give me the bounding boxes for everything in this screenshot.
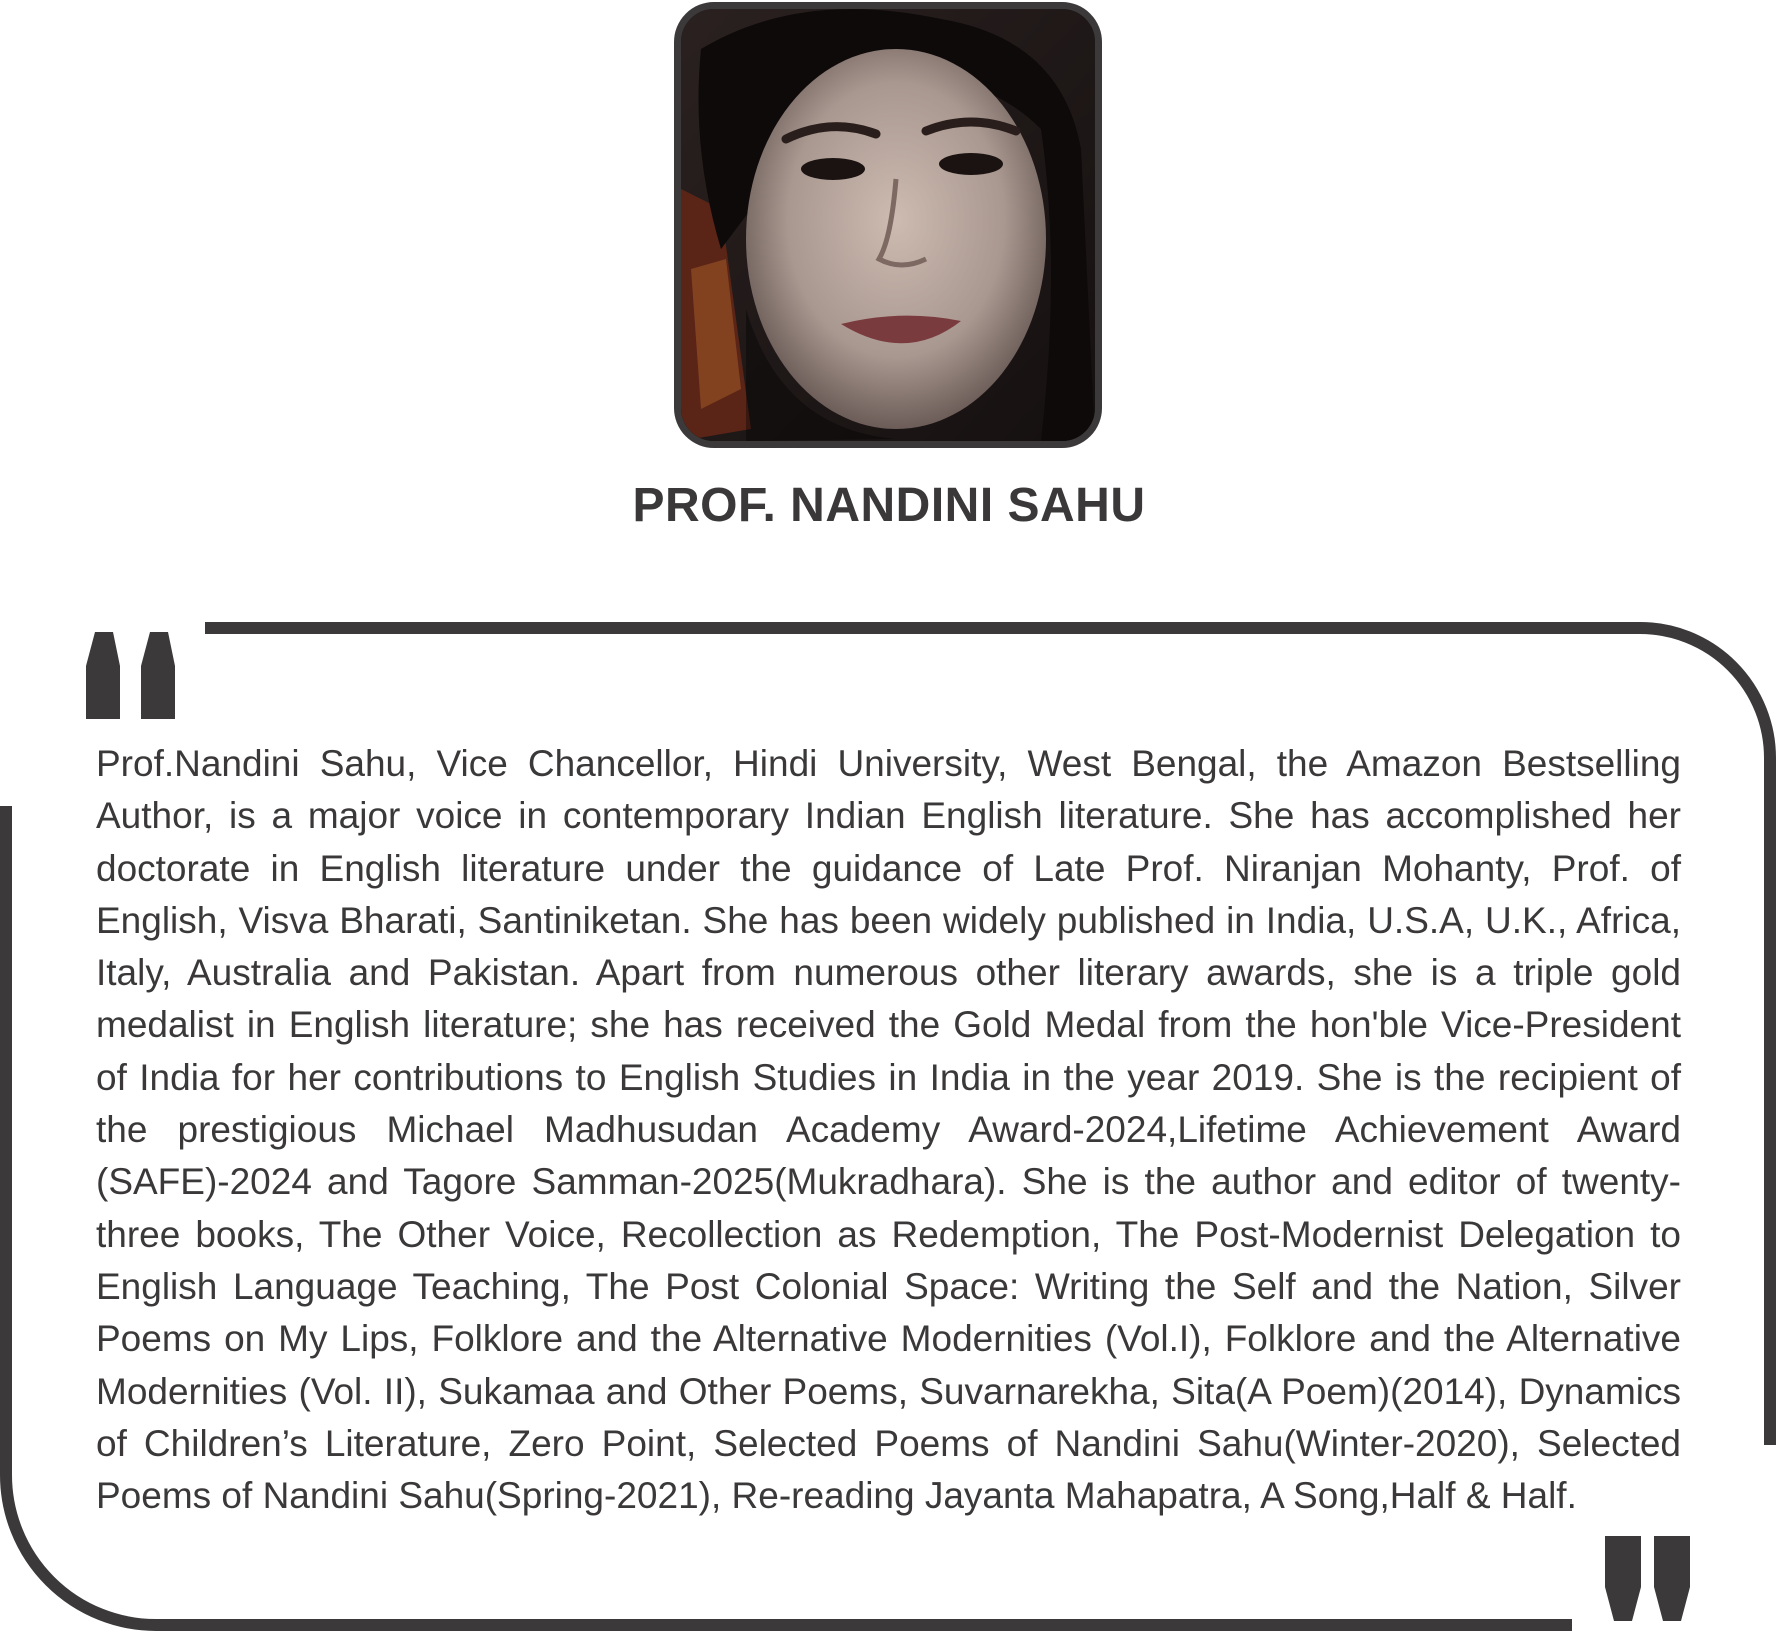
biography-text: Prof.Nandini Sahu, Vice Chancellor, Hindi University, West Bengal, the Amazon Bestselling Author, is a major voice in contemporary Indian English literature. She has accomplished her doctorate in English literature under the guidance of Late Prof. Niranjan Mohanty, Prof. of English, Visva Bharati, Santiniketan. She has been widely published in India, U.S.A, U.K., Africa, Italy, Australia and Pakistan. Apart from numerous other literary awards, she is a triple gold medalist in English literature; she has received the Gold Medal from the hon'ble Vice-President of India for her contributions to English Studies in India in the year 2019. She is the recipient of the prestigious Michael Madhusudan Academy Award-2024,Lifetime Achievement Award (SAFE)-2024 and Tagore Samman-2025(Mukradhara). She is the author and editor of twenty-three books, The Other Voice, Recollection as Redemption, The Post-Modernist Delegation to English Language Teaching, The Post Colonial Space: Writing the Self and the Nation, Silver Poems on My Lips, Folklore and the Alternative Modernities (Vol.I), Folklore and the Alternative Modernities (Vol. II), Sukamaa and Other Poems, Suvarnarekha, Sita(A Poem)(2014), Dynamics of Children’s Literature, Zero Point, Selected Poems of Nandini Sahu(Winter-2020), Selected Poems of Nandini Sahu(Spring-2021), Re-reading Jayanta Mahapatra, A Song,Half & Half. bbox=[96, 743, 1681, 1517]
open-quote-icon bbox=[86, 632, 175, 719]
person-name: PROF. NANDINI SAHU bbox=[632, 479, 1146, 532]
portrait-image bbox=[681, 9, 1095, 441]
close-quote-icon bbox=[1605, 1536, 1690, 1621]
portrait-photo bbox=[674, 2, 1102, 448]
